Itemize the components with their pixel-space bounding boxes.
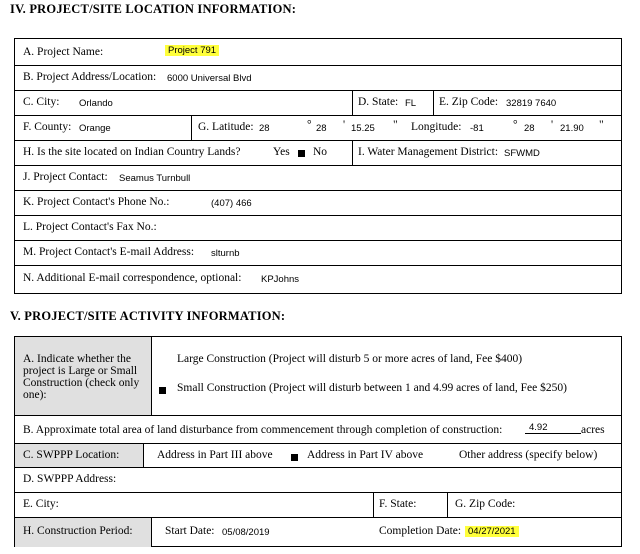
email-label: M. Project Contact's E-mail Address: — [23, 246, 195, 258]
size-question-line-2: project is Large or Small — [23, 365, 138, 377]
swppp-address-label: D. SWPPP Address: — [23, 473, 117, 485]
minute-symbol: ' — [343, 119, 346, 131]
section-iv-heading: IV. PROJECT/SITE LOCATION INFORMATION: — [10, 2, 297, 16]
swppp-option-part4[interactable]: Address in Part IV above — [307, 449, 424, 461]
size-question-line-1: A. Indicate whether the — [23, 353, 131, 365]
minute-symbol: ' — [551, 119, 554, 131]
activity-info-table — [14, 336, 622, 547]
indian-lands-yes-label: Yes — [273, 146, 290, 158]
latitude-seconds[interactable]: 15.25 — [351, 123, 375, 134]
degree-symbol: ° — [307, 119, 312, 131]
county-label: F. County: — [23, 121, 72, 133]
large-construction-option[interactable]: Large Construction (Project will disturb 5 or more acres of land, Fee $400) — [177, 353, 523, 365]
size-question-line-3: Construction (check only — [23, 377, 140, 389]
degree-symbol: ° — [513, 119, 518, 131]
swppp-city-label: E. City: — [23, 498, 59, 510]
disturbance-area-value[interactable]: 4.92 — [525, 422, 581, 434]
state-label: D. State: — [358, 96, 399, 108]
latitude-degrees[interactable]: 28 — [259, 123, 270, 134]
contact-label: J. Project Contact: — [23, 171, 108, 183]
project-name-label: A. Project Name: — [23, 46, 104, 58]
city-value[interactable]: Orlando — [79, 98, 113, 109]
email-value[interactable]: slturnb — [211, 248, 240, 259]
start-date-value[interactable]: 05/08/2019 — [222, 527, 270, 538]
city-label: C. City: — [23, 96, 60, 108]
swppp-option-other[interactable]: Other address (specify below) — [459, 449, 598, 461]
additional-email-label: N. Additional E-mail correspondence, optional: — [23, 272, 242, 284]
state-value[interactable]: FL — [405, 98, 417, 109]
completion-date-value[interactable]: 04/27/2021 — [465, 526, 519, 537]
checked-checkbox-icon[interactable] — [298, 150, 305, 157]
section-v-heading: V. PROJECT/SITE ACTIVITY INFORMATION: — [10, 309, 286, 323]
location-info-table — [14, 38, 622, 294]
indian-lands-no-label: No — [313, 146, 328, 158]
indian-lands-question: H. Is the site located on Indian Country Lands? — [23, 146, 241, 158]
construction-period-label: H. Construction Period: — [23, 525, 133, 537]
checked-checkbox-icon[interactable] — [291, 454, 298, 461]
zip-value[interactable]: 32819 7640 — [506, 98, 557, 109]
contact-value[interactable]: Seamus Turnbull — [119, 173, 191, 184]
swppp-zip-label: G. Zip Code: — [455, 498, 516, 510]
project-address-label: B. Project Address/Location: — [23, 71, 157, 83]
water-district-label: I. Water Management District: — [358, 146, 499, 158]
small-construction-option[interactable]: Small Construction (Project will disturb between 1 and 4.99 acres of land, Fee $250) — [177, 382, 567, 394]
phone-value[interactable]: (407) 466 — [211, 198, 252, 209]
water-district-value[interactable]: SFWMD — [504, 148, 540, 159]
longitude-label: Longitude: — [411, 121, 462, 133]
project-name-value[interactable]: Project 791 — [165, 45, 219, 56]
fax-label: L. Project Contact's Fax No.: — [23, 221, 157, 233]
longitude-degrees[interactable]: -81 — [470, 123, 484, 134]
latitude-minutes[interactable]: 28 — [316, 123, 327, 134]
second-symbol: " — [393, 119, 398, 131]
swppp-location-label: C. SWPPP Location: — [23, 449, 120, 461]
project-address-value[interactable]: 6000 Universal Blvd — [167, 73, 252, 84]
swppp-option-part3[interactable]: Address in Part III above — [157, 449, 273, 461]
longitude-seconds[interactable]: 21.90 — [560, 123, 584, 134]
size-question-line-4: one): — [23, 389, 47, 401]
latitude-label: G. Latitude: — [198, 121, 254, 133]
second-symbol: " — [599, 119, 604, 131]
longitude-minutes[interactable]: 28 — [524, 123, 535, 134]
swppp-state-label: F. State: — [379, 498, 417, 510]
disturbance-area-label: B. Approximate total area of land disturbance from commencement through completion of construction: — [23, 424, 503, 436]
zip-label: E. Zip Code: — [439, 96, 499, 108]
acres-unit: acres — [581, 424, 605, 436]
start-date-label: Start Date: — [165, 525, 215, 537]
checked-checkbox-icon[interactable] — [159, 387, 166, 394]
phone-label: K. Project Contact's Phone No.: — [23, 196, 170, 208]
additional-email-value[interactable]: KPJohns — [261, 274, 300, 285]
completion-date-label: Completion Date: — [379, 525, 462, 537]
county-value[interactable]: Orange — [79, 123, 111, 134]
